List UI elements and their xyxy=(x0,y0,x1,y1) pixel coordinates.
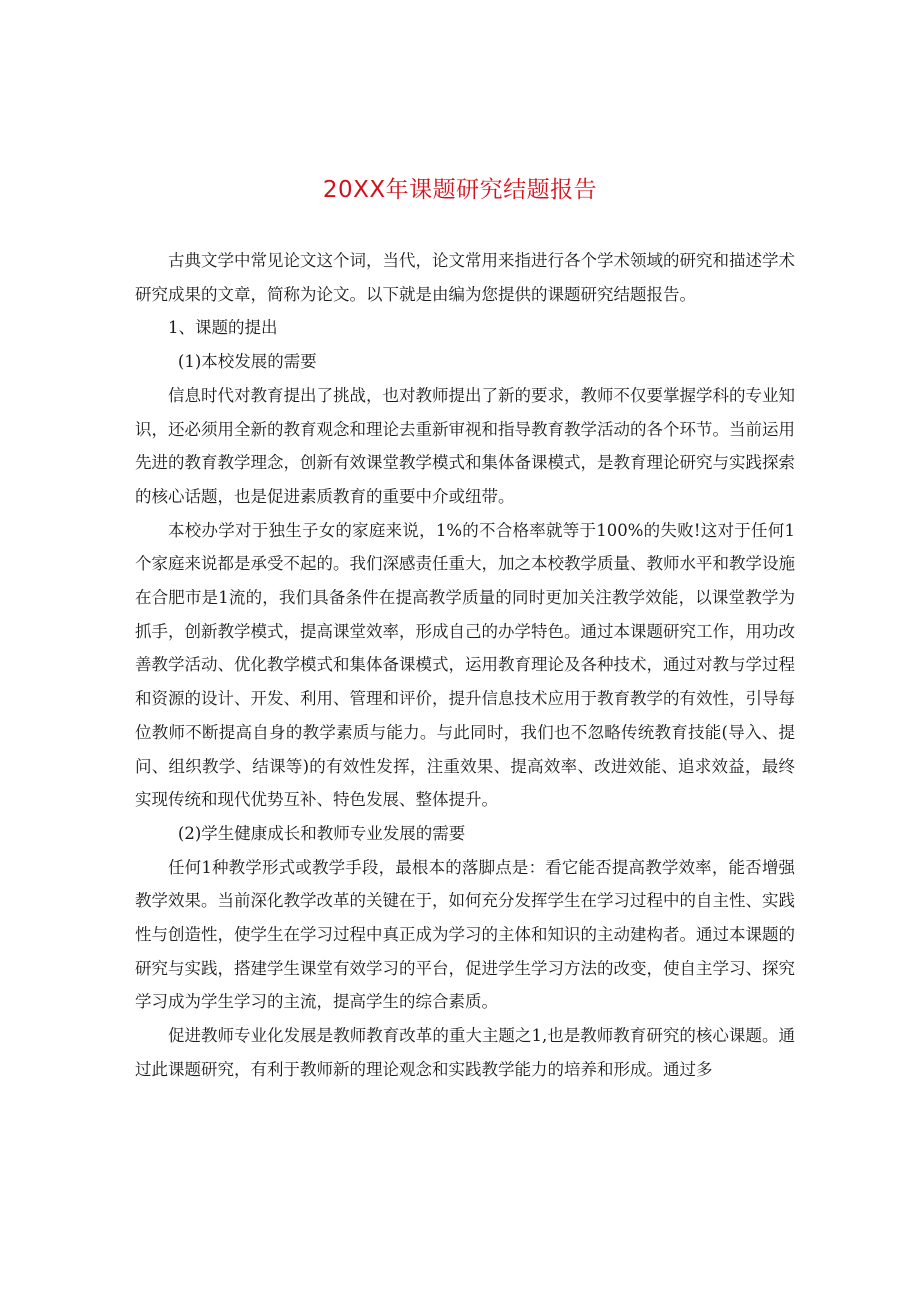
intro-paragraph: 古典文学中常见论文这个词，当代，论文常用来指进行各个学术领域的研究和描述学术研究成果的文章，简称为论文。以下就是由编为您提供的课题研究结题报告。 xyxy=(135,251,795,304)
body-paragraph: 任何1种教学形式或教学手段，最根本的落脚点是：看它能否提高教学效率，能否增强教学效果。当前深化教学改革的关键在于，如何充分发挥学生在学习过程中的自主性、实践性与创造性，使学生在学习过程中真正成为学习的主体和知识的主动建构者。通过本课题的研究与实践，搭建学生课堂有效学习的平台，促进学生学习方法的改变，使自主学习、探究学习成为学生学习的主流，提高学生的综合素质。 xyxy=(135,857,795,1012)
document-title: 20XX年课题研究结题报告 xyxy=(322,177,598,203)
section-heading: 1、课题的提出 xyxy=(168,318,278,338)
body-paragraph: 本校办学对于独生子女的家庭来说，1%的不合格率就等于100%的失败!这对于任何1个家庭来说都是承受不起的。我们深感责任重大，加之本校教学质量、教师水平和教学设施在合肥市是1流的，我们具备条件在提高教学质量的同时更加关注教学效能，以课堂教学为抓手，创新教学模式，提高课堂效率，形成自己的办学特色。通过本课题研究工作，用功改善教学活动、优化教学模式和集体备课模式，运用教育理论及各种技术，通过对教与学过程和资源的设计、开发、利用、管理和评价，提升信息技术应用于教育教学的有效性，引导每位教师不断提高自身的教学素质与能力。与此同时，我们也不忽略传统教育技能(导入、提问、组织教学、结课等)的有效性发挥，注重效果、提高效率、改进效能、追求效益，最终实现传统和现代优势互补、特色发展、整体提升。 xyxy=(135,520,795,810)
subsection-heading: (1)本校发展的需要 xyxy=(177,352,317,372)
document-body xyxy=(135,244,795,1087)
subsection-heading: (2)学生健康成长和教师专业发展的需要 xyxy=(177,823,466,843)
body-paragraph: 促进教师专业化发展是教师教育改革的重大主题之1,也是教师教育研究的核心课题。通过此课题研究，有利于教师新的理论观念和实践教学能力的培养和形成。通过多 xyxy=(135,1026,795,1079)
body-paragraph: 信息时代对教育提出了挑战，也对教师提出了新的要求，教师不仅要掌握学科的专业知识，还必须用全新的教育观念和理论去重新审视和指导教育教学活动的各个环节。当前运用先进的教育教学理念，创新有效课堂教学模式和集体备课模式，是教育理论研究与实践探索的核心话题，也是促进素质教育的重要中介或纽带。 xyxy=(135,385,795,506)
